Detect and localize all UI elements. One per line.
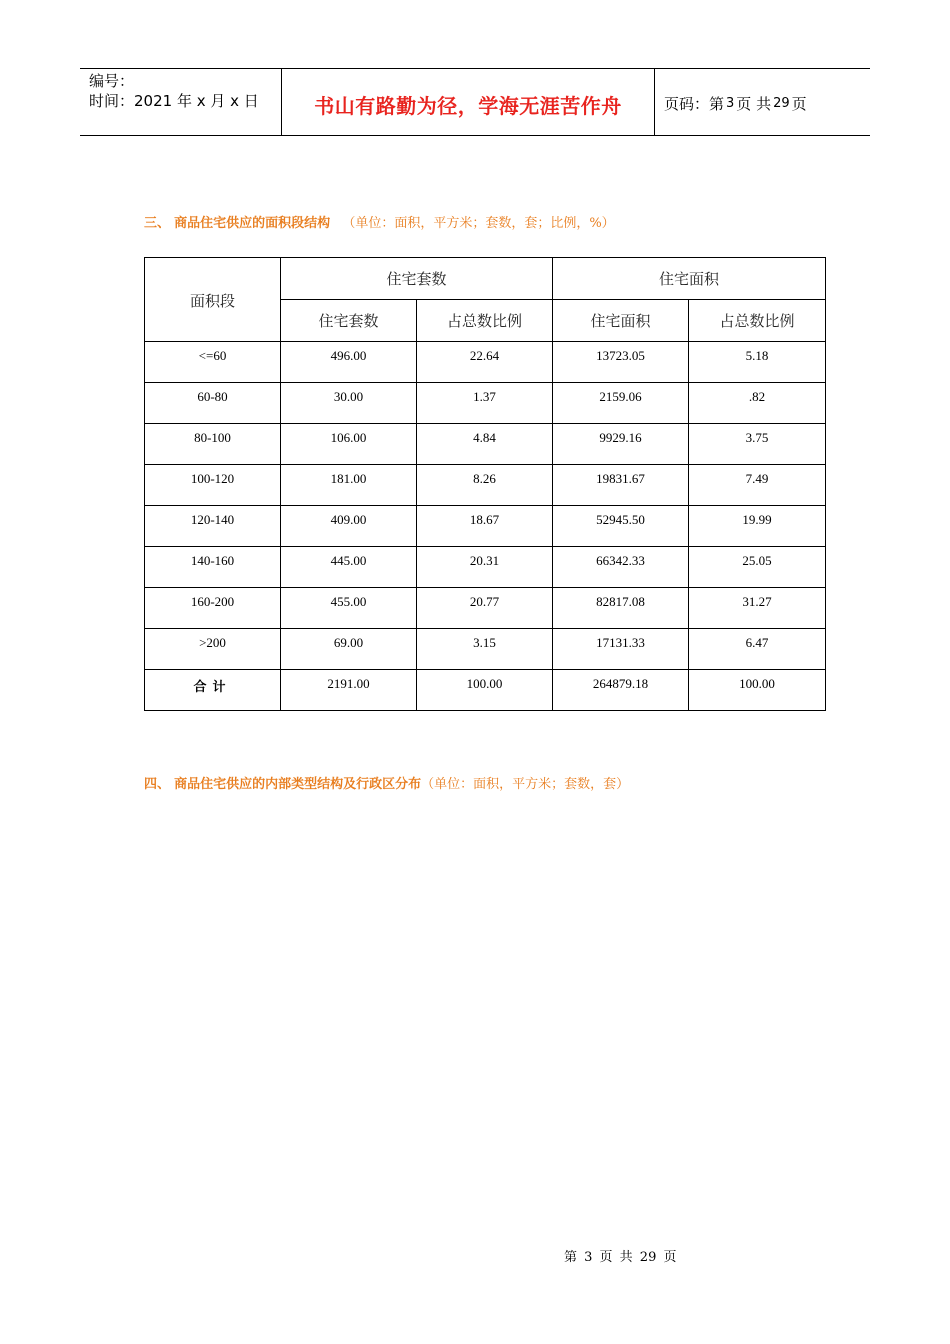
col-header-range: 面积段 (145, 258, 281, 342)
cell-area-pct: 5.18 (689, 342, 826, 383)
cell-units: 409.00 (281, 506, 417, 547)
section4-heading: 商品住宅供应的内部类型结构及行政区分布 (174, 777, 422, 792)
header-meta (80, 69, 282, 135)
section3-unit: （单位：面积，平方米；套数，套；比例，%） (342, 216, 615, 231)
cell-units: 496.00 (281, 342, 417, 383)
time-label: 时间：2021 年 x 月 x 日 (89, 92, 259, 110)
section4-unit: （单位：面积，平方米；套数，套） (421, 777, 630, 792)
table-row (145, 383, 826, 424)
cell-units: 69.00 (281, 629, 417, 670)
cell-units-pct: 3.15 (417, 629, 553, 670)
cell-area-pct: 6.47 (689, 629, 826, 670)
cell-area: 52945.50 (553, 506, 689, 547)
header-page-number (655, 69, 870, 135)
table-row (145, 424, 826, 465)
cell-total-area: 264879.18 (553, 670, 689, 711)
cell-area: 17131.33 (553, 629, 689, 670)
section4-number: 四、 (144, 777, 171, 792)
area-segment-table (144, 257, 826, 711)
cell-range: 120-140 (145, 506, 281, 547)
cell-range: 160-200 (145, 588, 281, 629)
cell-units: 30.00 (281, 383, 417, 424)
cell-units: 181.00 (281, 465, 417, 506)
page-total: 29 (773, 95, 790, 111)
table-row (145, 629, 826, 670)
cell-units-pct: 22.64 (417, 342, 553, 383)
section4-title (144, 773, 629, 792)
cell-units-pct: 20.31 (417, 547, 553, 588)
cell-units-pct: 20.77 (417, 588, 553, 629)
table-row (145, 588, 826, 629)
code-label: 编号： (89, 72, 135, 90)
cell-units-pct: 1.37 (417, 383, 553, 424)
col-group-area: 住宅面积 (553, 258, 826, 300)
cell-area-pct: 3.75 (689, 424, 826, 465)
col-header-area: 住宅面积 (553, 300, 689, 342)
cell-units-pct: 4.84 (417, 424, 553, 465)
col-header-area-pct: 占总数比例 (689, 300, 826, 342)
col-group-units: 住宅套数 (281, 258, 553, 300)
section3-number: 三、 (144, 216, 171, 231)
page-footer: 第 3 页 共 29 页 (564, 1250, 677, 1265)
cell-range: 80-100 (145, 424, 281, 465)
cell-area: 9929.16 (553, 424, 689, 465)
cell-area-pct: 19.99 (689, 506, 826, 547)
table-row (145, 506, 826, 547)
col-header-units-pct: 占总数比例 (417, 300, 553, 342)
cell-range: <=60 (145, 342, 281, 383)
table-row (145, 465, 826, 506)
cell-area: 66342.33 (553, 547, 689, 588)
cell-area-pct: .82 (689, 383, 826, 424)
header-motto: 书山有路勤为径，学海无涯苦作舟 (282, 69, 655, 135)
cell-range: 140-160 (145, 547, 281, 588)
cell-total-label: 合计 (145, 670, 281, 711)
col-header-units: 住宅套数 (281, 300, 417, 342)
page-current: 3 (726, 95, 735, 111)
section3-heading: 商品住宅供应的面积段结构 (174, 216, 331, 231)
cell-total-area-pct: 100.00 (689, 670, 826, 711)
cell-units: 445.00 (281, 547, 417, 588)
cell-area-pct: 7.49 (689, 465, 826, 506)
page-prefix: 页码：第 (664, 94, 725, 113)
cell-units-pct: 18.67 (417, 506, 553, 547)
cell-units-pct: 8.26 (417, 465, 553, 506)
cell-total-units-pct: 100.00 (417, 670, 553, 711)
cell-area: 13723.05 (553, 342, 689, 383)
cell-units: 455.00 (281, 588, 417, 629)
cell-range: 100-120 (145, 465, 281, 506)
section3-title (144, 212, 615, 231)
cell-area: 82817.08 (553, 588, 689, 629)
cell-range: 60-80 (145, 383, 281, 424)
cell-area: 19831.67 (553, 465, 689, 506)
page-header (80, 68, 870, 136)
table-row (145, 342, 826, 383)
table-total-row (145, 670, 826, 711)
cell-area-pct: 31.27 (689, 588, 826, 629)
table-row (145, 547, 826, 588)
page-suffix: 页 (791, 94, 807, 113)
cell-area: 2159.06 (553, 383, 689, 424)
cell-area-pct: 25.05 (689, 547, 826, 588)
cell-total-units: 2191.00 (281, 670, 417, 711)
cell-range: >200 (145, 629, 281, 670)
cell-units: 106.00 (281, 424, 417, 465)
page-mid: 页 共 (736, 94, 772, 113)
